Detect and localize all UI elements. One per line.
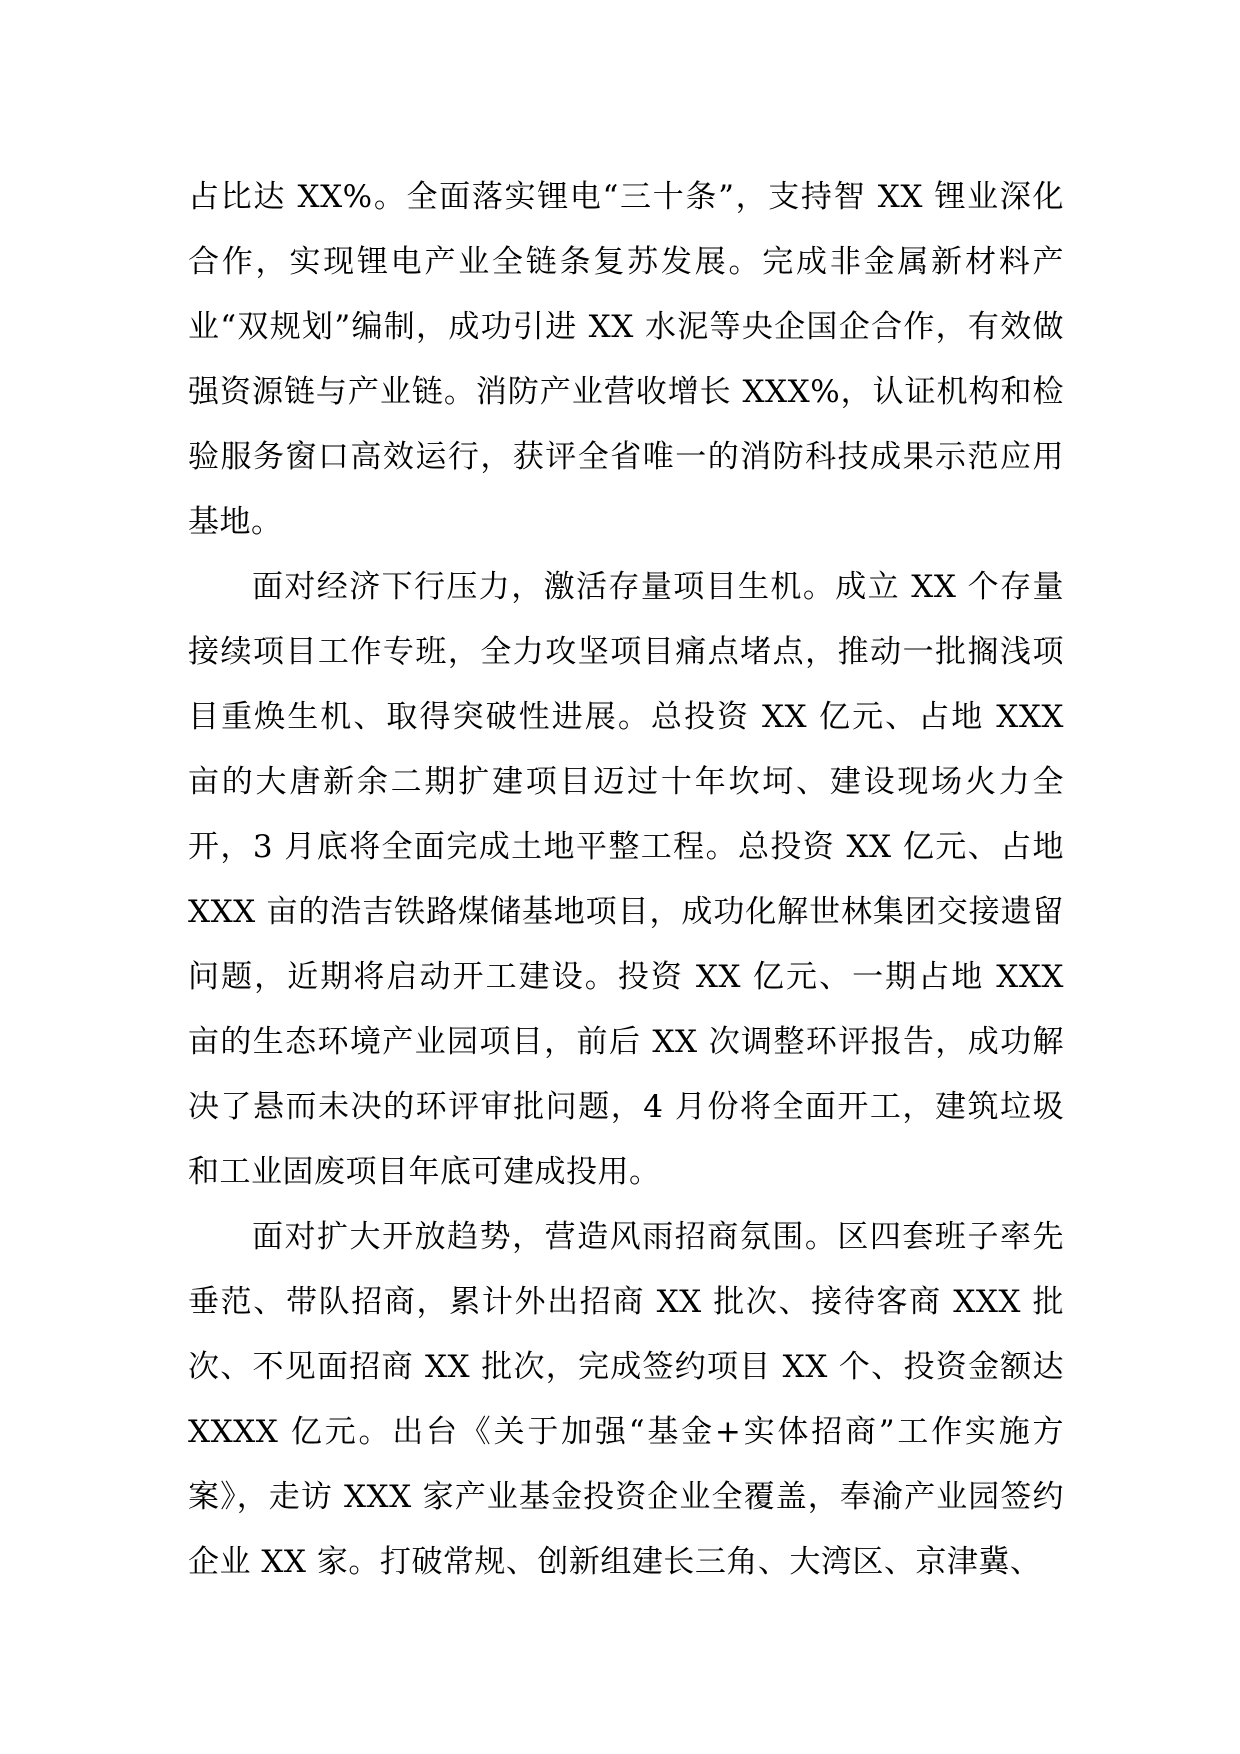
- paragraph-2: 面对经济下行压力，激活存量项目生机。成立 XX 个存量接续项目工作专班，全力攻坚项目痛点堵点，推动一批搁浅项目重焕生机、取得突破性进展。总投资 XX 亿元、占地 XXX 亩的大唐新余二期扩建项目迈过十年坎坷、建设现场火力全开，3 月底将全面完成土地平整工程。总投资 XX 亿元、占地 XXX 亩的浩吉铁路煤储基地项目，成功化解世林集团交接遗留问题，近期将启动开工建设。投资 XX 亿元、一期占地 XXX 亩的生态环境产业园项目，前后 XX 次调整环评报告，成功解决了悬而未决的环评审批问题，4 月份将全面开工，建筑垃圾和工业固废项目年底可建成投用。: [188, 569, 1064, 1190]
- paragraph-1: 占比达 XX%。全面落实锂电“三十条”，支持智 XX 锂业深化合作，实现锂电产业全链条复苏发展。完成非金属新材料产业“双规划”编制，成功引进 XX 水泥等央企国企合作，有效做强资源链与产业链。消防产业营收增长 XXX%，认证机构和检验服务窗口高效运行，获评全省唯一的消防科技成果示范应用基地。: [188, 179, 1064, 540]
- document-body: [188, 165, 1064, 1595]
- paragraph-3: 面对扩大开放趋势，营造风雨招商氛围。区四套班子率先垂范、带队招商，累计外出招商 XX 批次、接待客商 XXX 批次、不见面招商 XX 批次，完成签约项目 XX 个、投资金额达 XXXX 亿元。出台《关于加强“基金+实体招商”工作实施方案》，走访 XXX 家产业基金投资企业全覆盖，奉渝产业园签约企业 XX 家。打破常规、创新组建长三角、大湾区、京津冀、: [188, 1219, 1064, 1580]
